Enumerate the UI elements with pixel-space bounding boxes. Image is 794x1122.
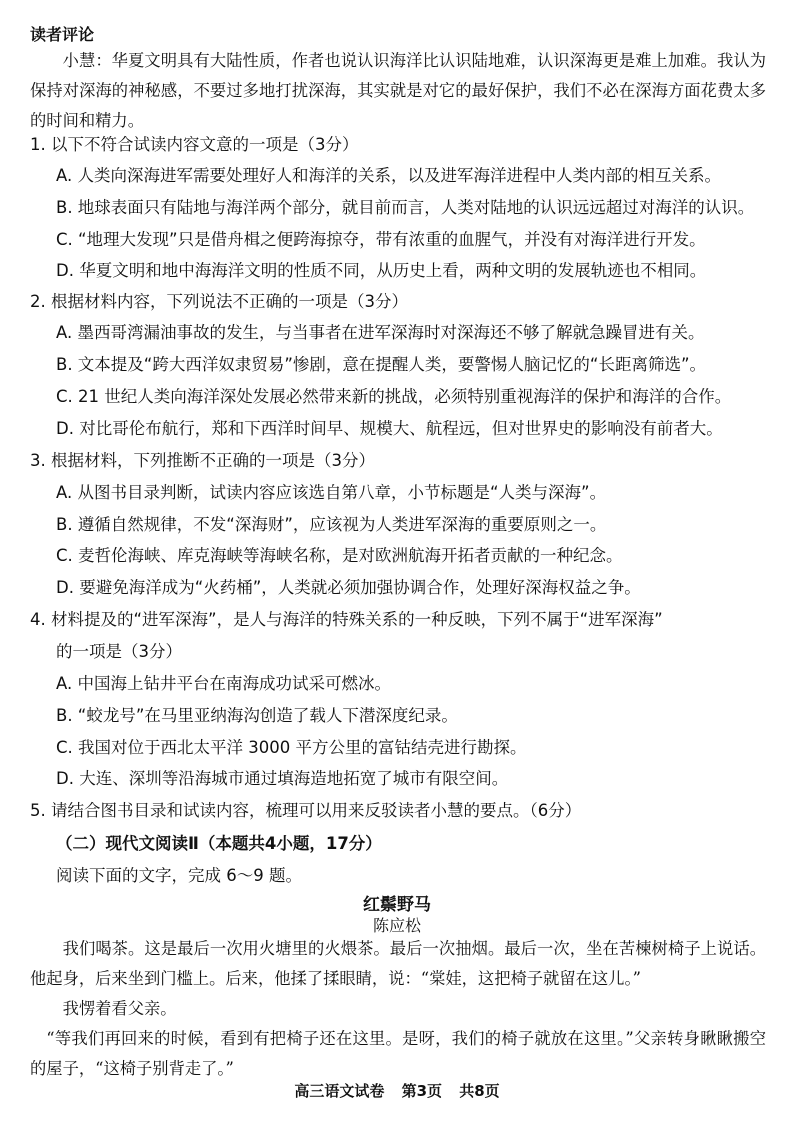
story-author: 陈应松 <box>372 916 421 935</box>
section-2-instruction: 阅读下面的文字，完成 6～9 题。 <box>56 866 302 885</box>
story-title: 红鬃野马 <box>363 895 431 915</box>
story-paragraph-2: 我愣着看父亲。 <box>62 999 177 1018</box>
question-1-option-c: C. “地理大发现”只是借舟楫之便跨海掠夺，带有浓重的血腥气，并没有对海洋进行开发。 <box>56 230 706 249</box>
question-3-option-d: D. 要避免海洋成为“火药桶”，人类就必须加强协调合作，处理好深海权益之争。 <box>56 578 641 597</box>
question-1-option-a: A. 人类向深海进军需要处理好人和海洋的关系，以及进军海洋进程中人类内部的相互关系。 <box>56 166 721 185</box>
question-4-option-d: D. 大连、深圳等沿海城市通过填海造地拓宽了城市有限空间。 <box>56 769 509 788</box>
question-3-option-c: C. 麦哲伦海峡、库克海峡等海峡名称，是对欧洲航海开拓者贡献的一种纪念。 <box>56 546 623 565</box>
section-2-heading: （二）现代文阅读Ⅱ（本题共4小题，17分） <box>56 834 382 853</box>
story-paragraph-1: 我们喝茶。这是最后一次用火塘里的火煨茶。最后一次抽烟。最后一次，坐在苦楝树椅子上说话。他起身，后来坐到门槛上。后来，他揉了揉眼睛，说：“棠娃，这把椅子就留在这儿。” <box>30 939 766 988</box>
question-1-option-b: B. 地球表面只有陆地与海洋两个部分，就目前而言，人类对陆地的认识远远超过对海洋的认识。 <box>56 198 755 217</box>
question-4-stem-continued: 的一项是（3分） <box>56 642 182 661</box>
reader-comment-paragraph: 小慧：华夏文明具有大陆性质，作者也说认识海洋比认识陆地难，认识深海更是难上加难。我认为保持对深海的神秘感，不要过多地打扰深海，其实就是对它的最好保护，我们不必在深海方面花费太多的时间和精力。 <box>30 51 766 130</box>
question-2-option-a: A. 墨西哥湾漏油事故的发生，与当事者在进军深海时对深海还不够了解就急躁冒进有关。 <box>56 323 705 342</box>
question-5-stem: 5. 请结合图书目录和试读内容，梳理可以用来反驳读者小慧的要点。（6分） <box>30 801 582 820</box>
question-2-option-d: D. 对比哥伦布航行，郑和下西洋时间早、规模大、航程远，但对世界史的影响没有前者大。 <box>56 419 723 438</box>
question-4-option-b: B. “蛟龙号”在马里亚纳海沟创造了载人下潜深度纪录。 <box>56 706 458 725</box>
question-4-stem: 4. 材料提及的“进军深海”，是人与海洋的特殊关系的一种反映，下列不属于“进军深海” <box>30 610 663 629</box>
question-1-option-d: D. 华夏文明和地中海海洋文明的性质不同，从历史上看，两种文明的发展轨迹也不相同。 <box>56 261 707 280</box>
question-2-option-b: B. 文本提及“跨大西洋奴隶贸易”惨剧，意在提醒人类，要警惕人脑记忆的“长距离筛选”。 <box>56 355 707 374</box>
question-3-option-a: A. 从图书目录判断，试读内容应该选自第八章，小节标题是“人类与深海”。 <box>56 483 607 502</box>
question-2-option-c: C. 21 世纪人类向海洋深处发展必然带来新的挑战，必须特别重视海洋的保护和海洋的合作。 <box>56 387 732 406</box>
footer-total-pages: 共8页 <box>459 1082 500 1100</box>
section-heading-reader-comment: 读者评论 <box>30 25 95 44</box>
question-3-option-b: B. 遵循自然规律，不发“深海财”，应该视为人类进军深海的重要原则之一。 <box>56 515 607 534</box>
question-1-stem: 1. 以下不符合试读内容文意的一项是（3分） <box>30 135 359 154</box>
question-3-stem: 3. 根据材料，下列推断不正确的一项是（3分） <box>30 451 375 470</box>
question-4-option-c: C. 我国对位于西北太平洋 3000 平方公里的富钴结壳进行勘探。 <box>56 738 527 757</box>
question-4-option-a: A. 中国海上钻井平台在南海成功试采可燃冰。 <box>56 674 391 693</box>
page-footer <box>0 1080 794 1101</box>
question-2-stem: 2. 根据材料内容，下列说法不正确的一项是（3分） <box>30 292 408 311</box>
footer-subject: 高三语文试卷 <box>294 1082 385 1100</box>
story-paragraph-3: “等我们再回来的时候，看到有把椅子还在这里。是呀，我们的椅子就放在这里。”父亲转身瞅瞅搬空的屋子，“这椅子别背走了。” <box>30 1029 766 1078</box>
footer-page-number: 第3页 <box>401 1082 442 1100</box>
